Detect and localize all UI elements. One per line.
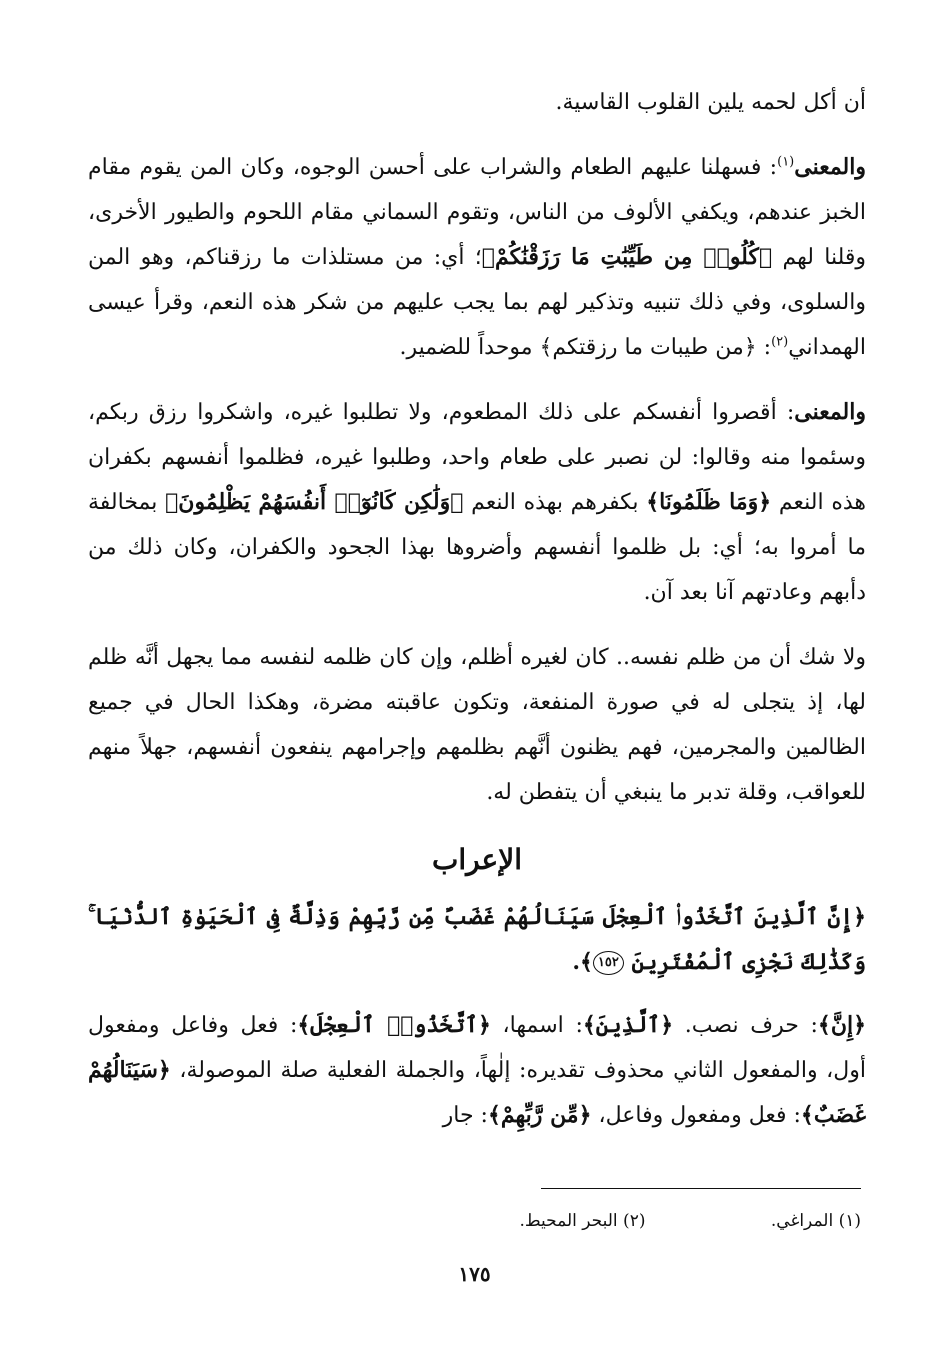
quran-quote: ﴿مِّن رَّبِّهِمْ﴾	[487, 1102, 592, 1128]
footnote-1: (١) المراغي.	[770, 1211, 861, 1231]
quran-quote: ﴿ٱتَّخَذُوا۟ ٱلْعِجْلَ﴾	[297, 1012, 491, 1038]
meaning2-text-b: بكفرهم بهذه النعم	[463, 490, 647, 515]
verse-block	[88, 895, 866, 985]
meaning1-text-b: ؛ أي: من مستلذات ما رزقناكم، وهو المن والسلوى، وفي ذلك تنبيه وتذكير لهم بما يجب عليهم من شكر هذه النعم، وقرأ عيسى الهمداني	[88, 245, 866, 360]
intro-paragraph	[88, 80, 866, 125]
irab-text: : جار	[442, 1103, 488, 1128]
footnote-2: (٢) البحر المحيط.	[519, 1211, 646, 1231]
verse-text: ﴿إِنَّ ٱلَّذِينَ ٱتَّخَذُوا۟ ٱلْعِجْلَ سَيَنَالُهُمْ غَضَبٌ مِّن رَّبِّهِمْ وَذِلَّةٌ فِى ٱلْحَيَوٰةِ ٱلدُّنْيَا ۚ وَكَذَٰلِكَ نَجْزِى ٱلْمُفْتَرِينَ	[88, 904, 866, 975]
quran-quote: ﴿وَمَا ظَلَمُونَا﴾	[646, 489, 772, 515]
meaning2-text-c: بمخالفة ما أمروا به؛ أي: بل ظلموا أنفسهم وأضروها بهذا الجحود والكفران، وكان ذلك من دأبهم وعادتهم آنا بعد آن.	[88, 490, 866, 605]
meaning-label: والمعنى	[794, 399, 866, 425]
meaning-paragraph-1	[88, 145, 866, 370]
meaning1-text-a: : فسهلنا عليهم الطعام والشراب على أحسن الوجوه، وكان المن يقوم مقام الخبز عندهم، ويكفي الألوف من الناس، وتقوم السماني مقام اللحوم والطيور الأخرى، وقلنا لهم	[88, 155, 867, 270]
footnote-ref-1: (١)	[777, 154, 795, 170]
quran-quote: ﴿إِنَّ﴾	[817, 1012, 866, 1038]
irab-text: : فعل ومفعول وفاعل،	[591, 1103, 801, 1128]
meaning1-text-c: :	[756, 335, 772, 360]
reading-quote: ﴿من طيبات ما رزقتكم﴾	[539, 335, 757, 360]
meaning1-text-d: موحداً للضمير.	[399, 335, 540, 360]
page-number: ١٧٥	[458, 1262, 491, 1286]
ayah-number-badge: ١٥٢	[593, 951, 624, 975]
quran-quote: ﴿سَيَنَالُهُمْ غَضَبٌ﴾	[88, 1057, 866, 1128]
irab-paragraph	[88, 1003, 866, 1138]
quran-quote: ﴿كُلُوا۟ مِن طَيِّبَٰتِ مَا رَزَقْنَٰكُمْ﴾	[481, 244, 773, 270]
footnote-divider	[541, 1188, 861, 1189]
irab-text: : حرف نصب.	[673, 1013, 818, 1038]
paragraph-3	[88, 635, 866, 815]
page-body	[88, 80, 866, 1158]
footnotes	[261, 1206, 861, 1236]
quran-quote: ﴿وَلَٰكِن كَانُوٓا۟ أَنفُسَهُمْ يَظْلِمُونَ﴾	[165, 489, 464, 515]
meaning-paragraph-2	[88, 390, 866, 615]
irab-text: : اسمها،	[490, 1013, 583, 1038]
verse-end: ﴾.	[572, 949, 593, 975]
intro-text: أن أكل لحمه يلين القلوب القاسية.	[555, 90, 866, 115]
footnote-ref-2: (٢)	[771, 334, 789, 350]
quran-quote: ﴿ٱلَّذِينَ﴾	[582, 1012, 674, 1038]
meaning2-text-a: : أقصروا أنفسكم على ذلك المطعوم، ولا تطلبوا غيره، واشكروا رزق ربكم، وسئموا منه وقالوا: لن نصبر على طعام واحد، وطلبوا غيره، فظلموا أنفسهم بكفران هذه النعم	[88, 400, 867, 515]
section-heading: الإعراب	[431, 843, 523, 876]
irab-text: : فعل وفاعل ومفعول أول، والمفعول الثاني محذوف تقديره: إلٰهاً، والجملة الفعلية صلة الموصولة،	[88, 1013, 866, 1083]
paragraph-3-text: ولا شك أن من ظلم نفسه.. كان لغيره أظلم، وإن كان ظلمه لنفسه مما يجهل أنَّه ظلم لها، إذ يتجلى له في صورة المنفعة، وتكون عاقبته مضرة، وهكذا الحال في جميع الظالمين والمجرمين، فهم يظنون أنَّهم بظلمهم وإجرامهم ينفعون أنفسهم، جهلاً منهم للعواقب، وقلة تدبر ما ينبغي أن يتفطن له.	[88, 645, 866, 805]
meaning-label: والمعنى	[794, 154, 866, 180]
